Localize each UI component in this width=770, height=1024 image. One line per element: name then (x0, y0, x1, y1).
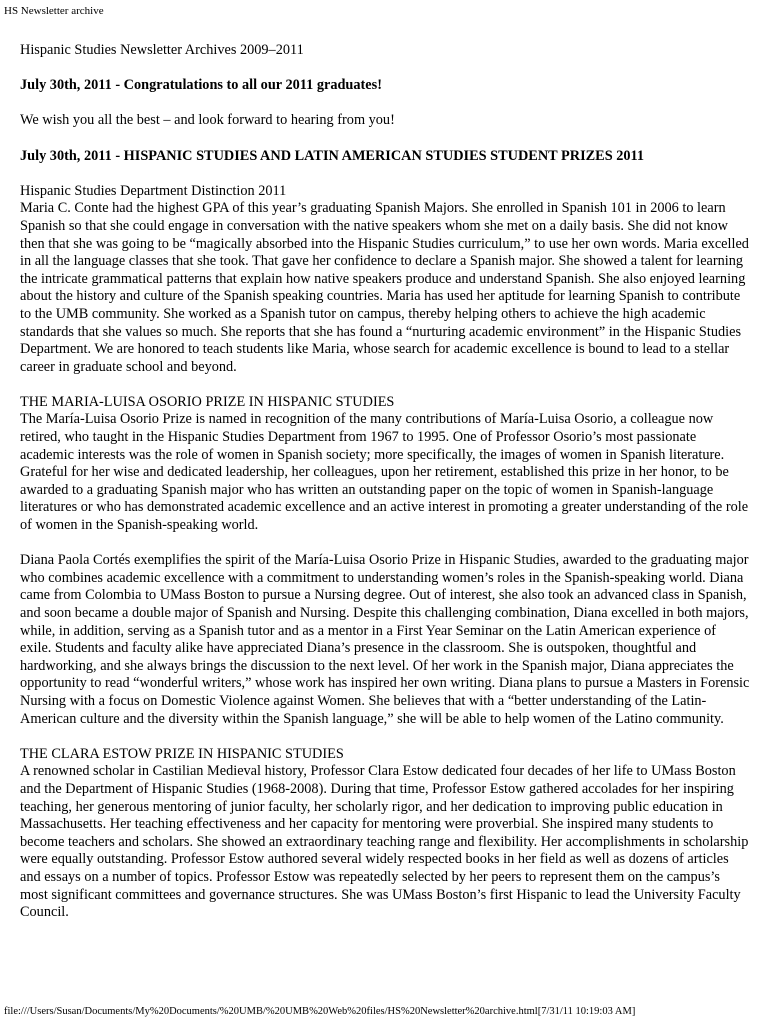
osorio-prize-paragraph-3: Diana Paola Cortés exemplifies the spirit of the María-Luisa Osorio Prize in Hispanic Studies, awarded to the graduating major who combines academic excellence with a commitment to understanding women’s roles in the Spanish-speaking world. Diana came from Colombia to UMass Boston to pursue a Nursing degree. Out of interest, she also took an advanced class in Spanish, and soon became a double major of Spanish and Nursing. Despite this challenging combination, Diana excelled in both majors, while, in addition, serving as a Spanish tutor and as a mentor in a First Year Seminar on the Latin American experience of exile. Students and faculty alike have appreciated Diana’s presence in the classroom. She is outspoken, thoughtful and hardworking, and she always brings the discussion to the next level. Of her work in the Spanish major, Diana appreciates the opportunity to read “wonderful writers,” whose work has inspired her own writing. Diana plans to pursue a Masters in Forensic Nursing with a focus on Domestic Violence against Women. She believes that with a “better understanding of the Latin-American culture and the diversity within the Spanish language,” she will be able to help women of the Latino community. (20, 552, 750, 727)
section-body-distinction: Maria C. Conte had the highest GPA of this year’s graduating Spanish Majors. She enrolled in Spanish 101 in 2006 to learn Spanish so that she could engage in conversation with the native speakers whom she met on a daily basis. She did not know then that she was going to be “magically absorbed into the Hispanic Studies curriculum,” to use her own words. Maria excelled in all the language classes that she took. That gave her confidence to declare a Spanish major. She showed a talent for learning the intricate grammatical patterns that explain how native speakers produce and understand Spanish. She also enjoyed learning about the history and culture of the Spanish speaking countries. Maria has used her aptitude for learning Spanish to contribute to the UMB community. She worked as a Spanish tutor on campus, thereby helping others to achieve the high academic standards that she values so much. She reports that she has found a “nurturing academic environment” in the Hispanic Studies Department. We are honored to teach students like Maria, whose search for academic excellence is bound to lead to a stellar career in graduate school and beyond. (20, 200, 749, 375)
section-title-distinction: Hispanic Studies Department Distinction 2011 (20, 182, 287, 199)
section-title-estow-prize: THE CLARA ESTOW PRIZE IN HISPANIC STUDIES (20, 745, 344, 762)
section-body-estow-prize: A renowned scholar in Castilian Medieval history, Professor Clara Estow dedicated four decades of her life to UMass Boston and the Department of Hispanic Studies (1968-2008). During that time, Professor Estow gathered accolades for her inspiring teaching, her generous mentoring of junior faculty, her scholarly rigor, and her dedication to improving public education in Massachusetts. Her teaching effectiveness and her capacity for mentoring were proverbial. She inspired many students to become teachers and scholars. She showed an extraordinary teaching range and flexibility. Her accomplishments in scholarship were equally outstanding. Professor Estow authored several widely respected books in her field as well as dozens of articles and essays on a number of topics. Professor Estow was repeatedly selected by her peers to represent them on the campus’s most significant committees and governance structures. She was UMass Boston’s first Hispanic to lead the University Faculty Council. (20, 763, 749, 921)
headline-student-prizes: July 30th, 2011 - HISPANIC STUDIES AND LATIN AMERICAN STUDIES STUDENT PRIZES 2011 (20, 147, 645, 164)
page-title: Hispanic Studies Newsletter Archives 2009–2011 (20, 42, 304, 58)
osorio-prize-paragraph-2: Grateful for her wise and dedicated leadership, her colleagues, upon her retirement, established this prize in her honor, to be awarded to a graduating Spanish major who has written an outstanding paper on the topic of women in Spanish-language literatures or who has demonstrated academic excellence and an active interest in promoting a greater understanding of the role of women in the Spanish-speaking world. (20, 464, 749, 534)
print-footer-url: file:///Users/Susan/Documents/My%20Documents/%20UMB/%20UMB%20Web%20files/HS%20Newsletter%20archive.html[7/31/11 10:19:03 AM] (4, 1006, 636, 1017)
newsletter-content (20, 42, 750, 922)
headline-graduates: July 30th, 2011 - Congratulations to all our 2011 graduates! (20, 77, 382, 94)
section-title-osorio-prize: THE MARIA-LUISA OSORIO PRIZE IN HISPANIC STUDIES (20, 393, 395, 410)
print-header: HS Newsletter archive (4, 5, 104, 17)
osorio-prize-paragraph-1: The María-Luisa Osorio Prize is named in recognition of the many contributions of María-Luisa Osorio, a colleague now retired, who taught in the Hispanic Studies Department from 1967 to 1995. One of Professor Osorio’s most passionate academic interests was the role of women in Spanish society; more specifically, the images of women in Spanish literature. (20, 411, 725, 463)
graduates-message: We wish you all the best – and look forward to hearing from you! (20, 112, 395, 129)
